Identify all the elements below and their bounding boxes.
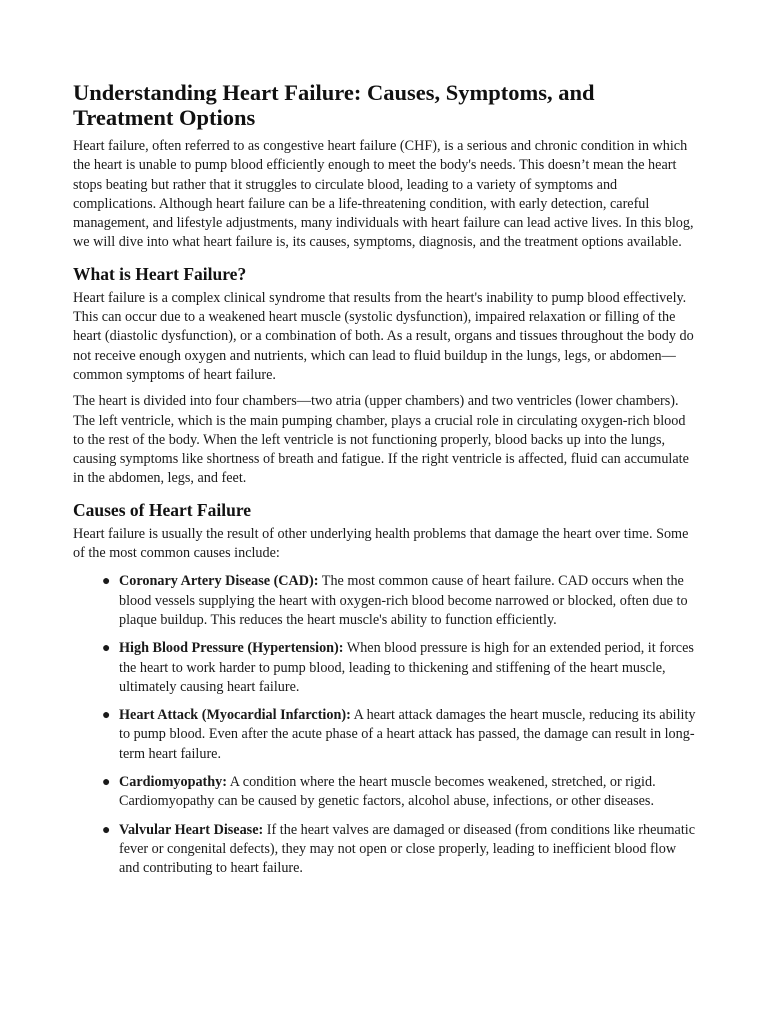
- list-item-term: Coronary Artery Disease (CAD):: [119, 573, 319, 590]
- causes-intro-paragraph: Heart failure is usually the result of other underlying health problems that damage the heart over time. Some of the most common causes include:: [73, 525, 689, 562]
- list-item-valvular: [102, 821, 696, 879]
- bullet-icon: ●: [102, 775, 111, 791]
- list-item-term: High Blood Pressure (Hypertension):: [119, 640, 344, 657]
- what-is-paragraph-1: Heart failure is a complex clinical syndrome that results from the heart's inability to pump blood effectively. This can occur due to a weakened heart muscle (systolic dysfunction), impaired relaxation or filling of the heart (diastolic dysfunction), or a combination of both. As a result, organs and tissues throughout the body do not receive enough oxygen and nutrients, which can lead to fluid buildup in the lungs, legs, or abdomen—common symptoms of heart failure.: [73, 289, 694, 383]
- list-item-text: A condition where the heart muscle becomes weakened, stretched, or rigid. Cardiomyopathy can be caused by genetic factors, alcohol abuse, infections, or other diseases.: [119, 774, 656, 810]
- list-item-term: Heart Attack (Myocardial Infarction):: [119, 707, 351, 724]
- bullet-icon: ●: [102, 822, 111, 838]
- list-item-text: If the heart valves are damaged or diseased (from conditions like rheumatic fever or congenital defects), they may not open or close properly, leading to inefficient blood flow and contributing to heart failure.: [119, 821, 695, 877]
- section-heading-causes: Causes of Heart Failure: [73, 499, 252, 520]
- list-item-hypertension: [102, 639, 696, 697]
- list-item-term: Valvular Heart Disease:: [119, 821, 264, 838]
- list-item-text: The most common cause of heart failure. CAD occurs when the blood vessels supplying the heart with oxygen-rich blood become narrowed or blocked, often due to plaque buildup. This reduces the heart muscle's ability to function efficiently.: [119, 573, 688, 628]
- bullet-icon: ●: [102, 574, 111, 590]
- list-item-heart-attack: [102, 706, 696, 764]
- list-item-cardiomyopathy: [102, 773, 696, 812]
- causes-list: [73, 572, 696, 878]
- page-title: Understanding Heart Failure: Causes, Symptoms, and Treatment Options: [73, 80, 595, 130]
- section-heading-what-is: What is Heart Failure?: [73, 263, 247, 284]
- list-item-text: When blood pressure is high for an extended period, it forces the heart to work harder to pump blood, leading to thickening and stiffening of the heart muscle, ultimately causing heart failure.: [119, 640, 694, 695]
- what-is-paragraph-2: The heart is divided into four chambers—two atria (upper chambers) and two ventricles (lower chambers). The left ventricle, which is the main pumping chamber, plays a crucial role in circulating oxygen-rich blood to the rest of the body. When the left ventricle is not functioning properly, blood backs up into the lungs, causing symptoms like shortness of breath and fatigue. If the right ventricle is affected, fluid can accumulate in the abdomen, legs, and feet.: [73, 393, 689, 487]
- list-item-cad: [102, 572, 696, 630]
- bullet-icon: ●: [102, 641, 111, 657]
- bullet-icon: ●: [102, 708, 111, 724]
- list-item-text: A heart attack damages the heart muscle, reducing its ability to pump blood. Even after the acute phase of a heart attack has passed, the damage can result in long-term heart failure.: [119, 707, 696, 762]
- list-item-term: Cardiomyopathy:: [119, 774, 227, 791]
- intro-paragraph: Heart failure, often referred to as congestive heart failure (CHF), is a serious and chronic condition in which the heart is unable to pump blood efficiently enough to meet the body's needs. This doesn’t mean the heart stops beating but rather that it struggles to circulate blood, leading to a variety of symptoms and complications. Although heart failure can be a life-threatening condition, with early detection, careful management, and lifestyle adjustments, many individuals with heart failure can lead active lives. In this blog, we will dive into what heart failure is, its causes, symptoms, diagnosis, and the treatment options available.: [73, 138, 694, 251]
